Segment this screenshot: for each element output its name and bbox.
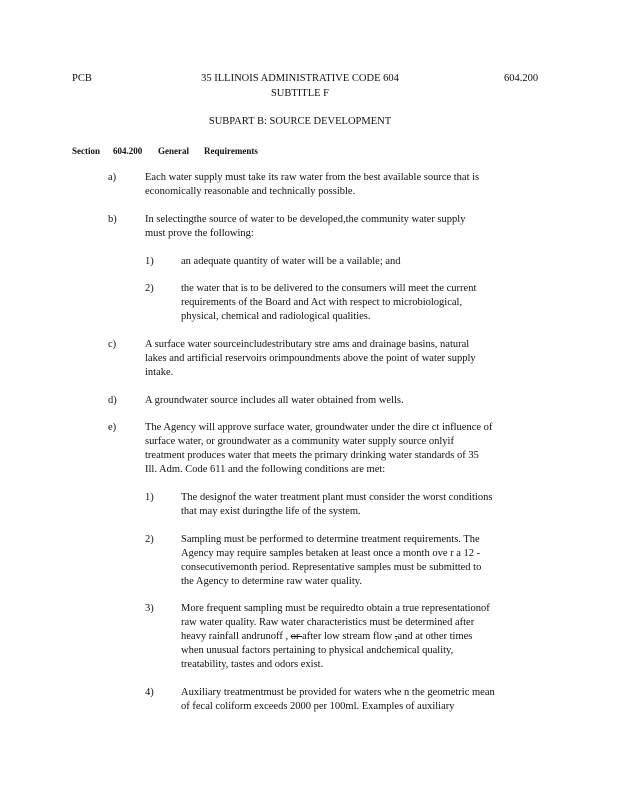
header-title: 35 ILLINOIS ADMINISTRATIVE CODE 604 — [201, 73, 399, 84]
struck-text: , — [394, 631, 398, 642]
section-label: Section — [72, 146, 100, 156]
header-subtitle: SUBTITLE F — [270, 88, 330, 99]
item-e3-line-with-strikeouts — [181, 630, 472, 644]
paragraph-c-line: intake. — [145, 367, 174, 378]
item-label: 3) — [145, 603, 154, 614]
item-b2-line: the water that is to be delivered to the consumers will meet the current — [181, 283, 477, 294]
paragraph-a-line: Each water supply must take its raw water from the best available source that is — [145, 172, 480, 183]
item-b1-line: an adequate quantity of water will be a vailable; and — [181, 256, 401, 267]
paragraph-label: c) — [108, 339, 117, 350]
paragraph-b-line: In selectingthe source of water to be developed,the community water supply — [145, 214, 466, 225]
paragraph-label: a) — [108, 172, 117, 183]
item-e4-line: Auxiliary treatmentmust be provided for waters whe n the geometric mean — [181, 687, 495, 698]
paragraph-d-line: A groundwater source includes all water obtained from wells. — [145, 395, 404, 406]
item-b2-line: requirements of the Board and Act with respect to microbiological, — [181, 297, 463, 308]
paragraph-e-line: Ill. Adm. Code 611 and the following conditions are met: — [145, 464, 386, 475]
item-e4-line: of fecal coliform exceeds 2000 per 100ml. Examples of auxiliary — [181, 701, 455, 712]
subpart-title: SUBPART B: SOURCE DEVELOPMENT — [208, 116, 392, 127]
item-e1-line: The designof the water treatment plant must consider the worst conditions — [181, 492, 493, 503]
item-e2-line: consecutivemonth period. Representative samples must be submitted to — [181, 562, 482, 573]
item-e3-text: after low stream flow — [302, 631, 395, 642]
item-e2-line: Sampling must be performed to determine treatment requirements. The — [181, 534, 480, 545]
item-e2-line: Agency may require samples betaken at least once a month ove r a 12 - — [181, 548, 481, 559]
paragraph-e-line: surface water, or groundwater as a community water supply source onlyif — [145, 436, 454, 447]
header-right: 604.200 — [504, 73, 539, 84]
paragraph-e-line: treatment produces water that meets the primary drinking water standards of 35 — [145, 450, 479, 461]
paragraph-e-line: The Agency will approve surface water, groundwater under the dire ct influence of — [145, 422, 493, 433]
item-e3-text: heavy rainfall andrunoff , — [181, 631, 291, 642]
item-b2-line: physical, chemical and radiological qualities. — [181, 311, 371, 322]
item-label: 1) — [145, 256, 154, 267]
paragraph-a-line: economically reasonable and technically possible. — [145, 186, 356, 197]
paragraph-label: d) — [108, 395, 117, 406]
item-label: 2) — [145, 534, 154, 545]
item-label: 1) — [145, 492, 154, 503]
item-e1-line: that may exist duringthe life of the system. — [181, 506, 361, 517]
paragraph-c-line: lakes and artificial reservoirs orimpoundments above the point of water supply — [145, 353, 476, 364]
section-title-word1: General — [158, 146, 189, 156]
item-e3-line: raw water quality. Raw water characteristics must be determined after — [181, 617, 475, 628]
paragraph-label: b) — [108, 214, 117, 225]
item-e3-line: treatability, tastes and odors exist. — [181, 659, 324, 670]
item-e3-text: and at other times — [397, 631, 473, 642]
paragraph-b-line: must prove the following: — [145, 228, 254, 239]
section-title-word2: Requirements — [204, 146, 258, 156]
item-e2-line: the Agency to determine raw water quality. — [181, 576, 362, 587]
item-label: 4) — [145, 687, 154, 698]
section-number: 604.200 — [113, 146, 143, 156]
paragraph-c-line: A surface water sourceincludestributary stre ams and drainage basins, natural — [145, 339, 470, 350]
header-left: PCB — [72, 73, 92, 84]
item-e3-line: when unusual factors pertaining to physical andchemical quality, — [181, 645, 454, 656]
struck-text: or — [290, 631, 303, 642]
item-label: 2) — [145, 283, 154, 294]
paragraph-label: e) — [108, 422, 117, 433]
item-e3-line: More frequent sampling must be requiredto obtain a true representationof — [181, 603, 490, 614]
